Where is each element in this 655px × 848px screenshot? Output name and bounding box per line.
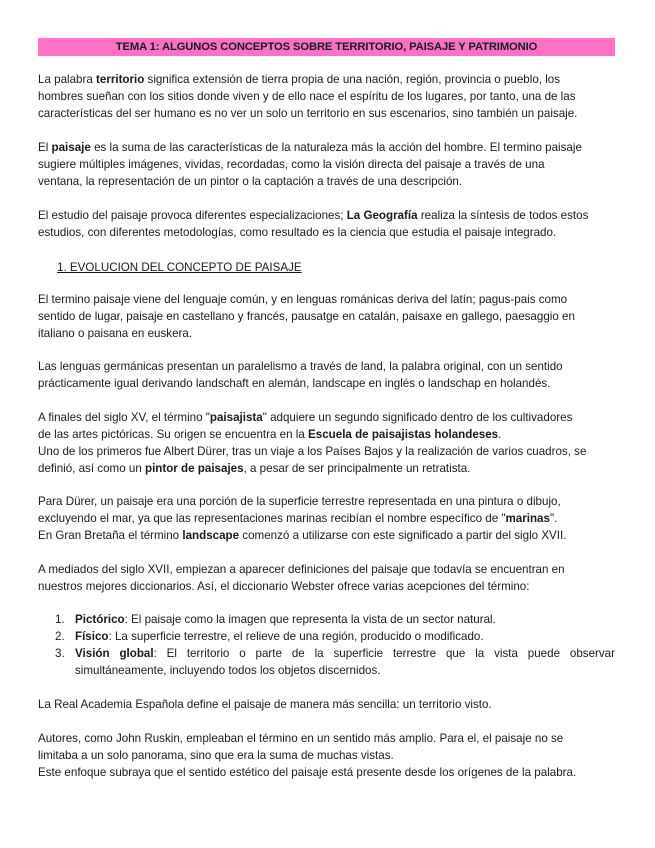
list-number: 1.: [55, 613, 65, 626]
text-line: [38, 71, 615, 88]
text-line: prácticamente igual derivando landschaft en alemán, landscape en inglés o landschap en holandés.: [38, 377, 551, 390]
text-line: italiano o paisana en euskera.: [38, 327, 193, 340]
text-run: A finales del siglo XV, el término ": [38, 411, 210, 424]
text-line: La Real Academia Española define el paisaje de manera más sencilla: un territorio visto.: [38, 698, 492, 711]
section-heading: 1. EVOLUCION DEL CONCEPTO DE PAISAJE: [57, 261, 302, 274]
paragraph-territorio: [38, 71, 615, 122]
text-line: El termino paisaje viene del lenguaje común, y en lenguas románicas deriva del latín; pagus-pais como: [38, 293, 568, 306]
text-line: Uno de los primeros fue Albert Dürer, tras un viaje a los Países Bajos y la realización de varios cuadros, se: [38, 445, 587, 458]
text-line: [38, 510, 615, 527]
paragraph-geografia: [38, 207, 615, 241]
text-run: de las artes pictóricas. Su origen se encuentra en la: [38, 428, 309, 441]
text-line: [38, 409, 615, 426]
bold-term: Visión global: [75, 647, 154, 660]
text-run: comenzó a utilizarse con este significado a partir del siglo XVII.: [239, 529, 567, 542]
text-line: [38, 139, 615, 156]
paragraph-ruskin: [38, 730, 615, 781]
bold-term: marinas: [505, 512, 550, 525]
text-line: sugiere múltiples imágenes, vividas, recordadas, como la visión directa del paisaje a través de una: [38, 158, 545, 171]
text-line: [75, 645, 615, 662]
text-line: [38, 207, 615, 224]
bold-term: pintor de paisajes: [144, 462, 244, 475]
paragraph-paisaje: [38, 139, 615, 190]
text-run: : La superficie terrestre, el relieve de una región, producido o modificado.: [108, 630, 484, 643]
text-line: características del ser humano es no ver un solo un territorio en sus escenarios, sino también un paisaje.: [38, 107, 578, 120]
text-run: realiza la síntesis de todos estos: [417, 209, 589, 222]
text-line: [38, 460, 615, 477]
bold-term: La Geografía: [346, 209, 418, 222]
text-line: [38, 426, 615, 443]
paragraph-durer: [38, 493, 615, 544]
text-run: excluyendo el mar, ya que las representaciones marinas recibían el nombre específico de ": [38, 512, 506, 525]
text-line: [75, 611, 615, 628]
text-run: .: [498, 428, 502, 441]
text-line: ventana, la representación de un pintor o la captación a través de una descripción.: [38, 175, 463, 188]
text-line: estudios, con diferentes metodologías, como resultado es la ciencia que estudia el paisaje integrado.: [38, 226, 557, 239]
text-run: significa extensión de tierra propia de una nación, región, provincia o pueblo, los: [144, 73, 561, 86]
text-run: " adquiere un segundo significado dentro de los cultivadores: [262, 411, 573, 424]
paragraph-rae: [38, 696, 615, 713]
text-run: : El territorio o parte de la superficie terrestre que la vista puede observar: [153, 647, 615, 660]
bold-term: Escuela de paisajistas holandeses: [308, 428, 499, 441]
text-line: [38, 527, 615, 544]
text-run: El: [38, 141, 52, 154]
paragraph-siglo-xvii: [38, 561, 615, 595]
text-line: hombres sueñan con los sitios donde viven y de ello nace el espíritu de los lugares, por tanto, una de las: [38, 90, 576, 103]
list-number: 2.: [55, 630, 65, 643]
bold-term: Físico: [75, 630, 109, 643]
paragraph-etimologia: [38, 291, 615, 342]
text-line: Este enfoque subraya que el sentido estético del paisaje está presente desde los orígenes de la palabra.: [38, 766, 577, 779]
list-item: [38, 645, 615, 679]
text-line: simultáneamente, incluyendo todos los objetos discernidos.: [75, 664, 381, 677]
text-line: sentido de lugar, paisaje en castellano y francés, pausatge en catalán, paisaxe en gallego, paesaggio en: [38, 310, 575, 323]
text-line: nuestros mejores diccionarios. Así, el diccionario Webster ofrece varias acepciones del término:: [38, 580, 530, 593]
text-line: Para Dürer, un paisaje era una porción de la superficie terrestre representada en una pintura o dibujo,: [38, 495, 561, 508]
paragraph-paisajista: [38, 409, 615, 477]
list-item: [38, 628, 615, 645]
text-line: Autores, como John Ruskin, empleaban el término en un sentido más amplio. Para el, el paisaje no se: [38, 732, 564, 745]
text-run: La palabra: [38, 73, 97, 86]
list-number: 3.: [55, 647, 65, 660]
text-run: : El paisaje como la imagen que representa la vista de un sector natural.: [124, 613, 496, 626]
text-run: En Gran Bretaña el término: [38, 529, 183, 542]
bold-term: Pictórico: [75, 613, 125, 626]
text-run: El estudio del paisaje provoca diferentes especializaciones;: [38, 209, 347, 222]
bold-term: paisajista: [209, 411, 263, 424]
text-run: , a pesar de ser principalmente un retratista.: [243, 462, 471, 475]
text-line: Las lenguas germánicas presentan un paralelismo a través de land, la palabra original, con un sentido: [38, 360, 563, 373]
paragraph-germanicas: [38, 358, 615, 392]
text-line: limitaba a un solo panorama, sino que era la suma de muchas vistas.: [38, 749, 394, 762]
text-run: ".: [549, 512, 558, 525]
text-run: es la suma de las características de la naturaleza más la acción del hombre. El termino paisaje: [90, 141, 582, 154]
list-item: [38, 611, 615, 628]
definitions-list: [38, 611, 615, 679]
bold-term: territorio: [96, 73, 145, 86]
page-title: TEMA 1: ALGUNOS CONCEPTOS SOBRE TERRITORIO, PAISAJE Y PATRIMONIO: [38, 38, 615, 56]
text-line: [75, 628, 615, 645]
text-line: A mediados del siglo XVII, empiezan a aparecer definiciones del paisaje que todavía se encuentran en: [38, 563, 565, 576]
bold-term: landscape: [182, 529, 240, 542]
text-run: definió, así como un: [38, 462, 145, 475]
bold-term: paisaje: [51, 141, 91, 154]
